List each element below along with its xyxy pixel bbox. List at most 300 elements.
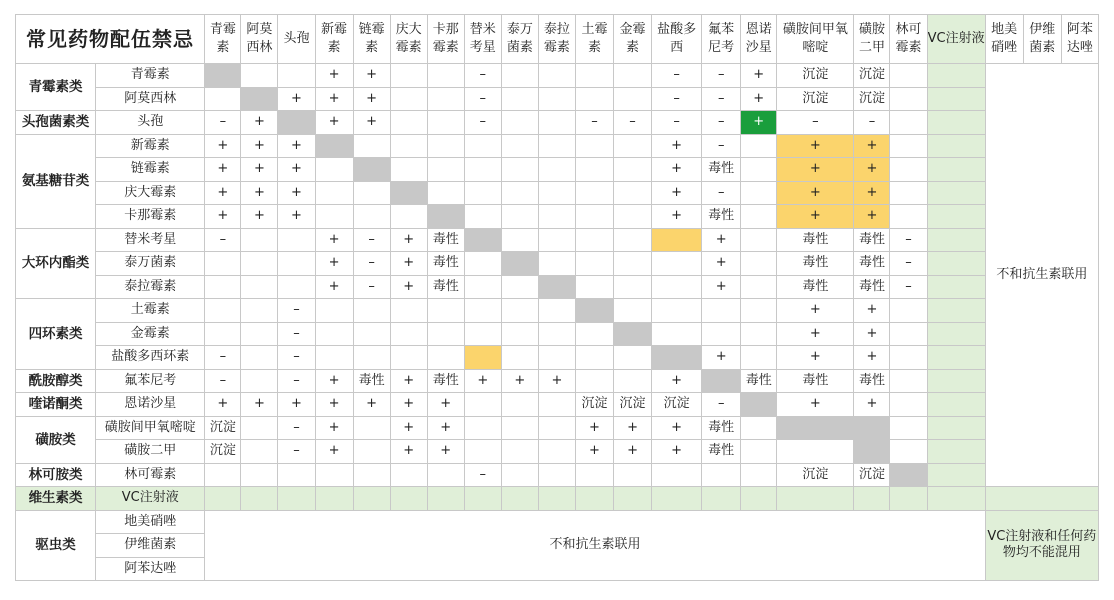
column-header: 卡那霉素 — [427, 15, 464, 64]
interaction-cell: 毒性 — [854, 275, 890, 299]
interaction-cell: + — [205, 181, 241, 205]
interaction-cell — [890, 87, 927, 111]
interaction-cell — [575, 299, 613, 323]
interaction-cell: 沉淀 — [205, 440, 241, 464]
interaction-cell — [390, 87, 427, 111]
interaction-cell — [614, 275, 652, 299]
interaction-cell — [614, 64, 652, 88]
interaction-cell: 毒性 — [427, 228, 464, 252]
interaction-cell: + — [278, 87, 315, 111]
interaction-cell: + — [575, 440, 613, 464]
interaction-cell: + — [652, 416, 702, 440]
table-row — [16, 228, 1099, 252]
interaction-cell — [464, 275, 501, 299]
interaction-cell — [538, 64, 575, 88]
interaction-cell: – — [278, 322, 315, 346]
interaction-cell: + — [777, 346, 854, 370]
interaction-cell: + — [315, 111, 353, 135]
interaction-cell: + — [854, 158, 890, 182]
column-header: 地美硝唑 — [985, 15, 1023, 64]
interaction-cell — [278, 252, 315, 276]
interaction-cell — [538, 111, 575, 135]
table-row — [16, 463, 1099, 487]
table-row — [16, 134, 1099, 158]
vc-column-cell — [927, 228, 985, 252]
interaction-cell: – — [652, 64, 702, 88]
interaction-cell — [614, 299, 652, 323]
interaction-cell: – — [464, 64, 501, 88]
table-row — [16, 64, 1099, 88]
compatibility-table-frame — [15, 14, 1099, 584]
vc-column-cell — [927, 87, 985, 111]
interaction-cell: – — [702, 111, 741, 135]
interaction-cell: + — [315, 228, 353, 252]
interaction-cell: + — [353, 64, 390, 88]
interaction-cell — [890, 64, 927, 88]
antiparasitic-note-bottom: 不和抗生素联用 — [205, 510, 985, 581]
interaction-cell — [890, 158, 927, 182]
interaction-cell — [538, 181, 575, 205]
interaction-cell — [890, 393, 927, 417]
interaction-cell: – — [652, 87, 702, 111]
interaction-cell — [890, 134, 927, 158]
interaction-cell — [205, 252, 241, 276]
table-row — [16, 275, 1099, 299]
interaction-cell — [652, 299, 702, 323]
interaction-cell — [353, 181, 390, 205]
interaction-cell — [353, 416, 390, 440]
interaction-cell: 沉淀 — [854, 87, 890, 111]
category-label: 磺胺类 — [16, 416, 96, 463]
interaction-cell — [741, 322, 777, 346]
drug-name: 金霉素 — [96, 322, 205, 346]
interaction-cell: + — [777, 134, 854, 158]
interaction-cell: 毒性 — [777, 369, 854, 393]
interaction-cell: + — [652, 205, 702, 229]
interaction-cell — [427, 346, 464, 370]
interaction-cell: + — [315, 416, 353, 440]
interaction-cell — [464, 181, 501, 205]
interaction-cell — [614, 181, 652, 205]
interaction-cell — [890, 205, 927, 229]
interaction-cell — [538, 87, 575, 111]
interaction-cell: + — [315, 275, 353, 299]
interaction-cell — [614, 87, 652, 111]
interaction-cell — [241, 440, 278, 464]
interaction-cell — [427, 111, 464, 135]
interaction-cell — [501, 299, 538, 323]
interaction-cell — [353, 299, 390, 323]
interaction-cell: – — [205, 369, 241, 393]
interaction-cell — [205, 87, 241, 111]
interaction-cell — [501, 275, 538, 299]
interaction-cell: – — [464, 463, 501, 487]
interaction-cell — [464, 393, 501, 417]
interaction-cell: + — [854, 134, 890, 158]
interaction-cell: – — [205, 111, 241, 135]
interaction-cell: 毒性 — [777, 228, 854, 252]
vc-column-cell — [927, 463, 985, 487]
vc-column-cell — [927, 252, 985, 276]
interaction-cell — [241, 87, 278, 111]
column-header: 链霉素 — [353, 15, 390, 64]
interaction-cell: 毒性 — [702, 440, 741, 464]
interaction-cell: 毒性 — [427, 252, 464, 276]
interaction-cell — [538, 487, 575, 511]
interaction-cell — [353, 487, 390, 511]
interaction-cell — [614, 134, 652, 158]
interaction-cell — [353, 134, 390, 158]
interaction-cell: – — [702, 64, 741, 88]
interaction-cell — [390, 346, 427, 370]
interaction-cell — [741, 463, 777, 487]
drug-name: 地美硝唑 — [96, 510, 205, 534]
column-header: 盐酸多西 — [652, 15, 702, 64]
interaction-cell — [241, 299, 278, 323]
vc-column-cell — [927, 393, 985, 417]
interaction-cell: + — [353, 111, 390, 135]
interaction-cell — [427, 463, 464, 487]
interaction-cell — [427, 64, 464, 88]
interaction-cell: 沉淀 — [652, 393, 702, 417]
interaction-cell — [890, 487, 927, 511]
interaction-cell — [501, 393, 538, 417]
interaction-cell: + — [278, 158, 315, 182]
interaction-cell — [890, 322, 927, 346]
vc-note: VC注射液和任何药物均不能混用 — [985, 510, 1098, 581]
interaction-cell — [538, 158, 575, 182]
interaction-cell: – — [278, 440, 315, 464]
interaction-cell: + — [464, 369, 501, 393]
interaction-cell — [538, 275, 575, 299]
interaction-cell — [390, 111, 427, 135]
interaction-cell — [241, 369, 278, 393]
column-header: 阿莫西林 — [241, 15, 278, 64]
interaction-cell: 沉淀 — [575, 393, 613, 417]
interaction-cell: + — [777, 181, 854, 205]
interaction-cell: + — [278, 134, 315, 158]
interaction-cell — [652, 322, 702, 346]
interaction-cell — [575, 64, 613, 88]
category-label: 酰胺醇类 — [16, 369, 96, 393]
column-header: 头孢 — [278, 15, 315, 64]
interaction-cell: + — [501, 369, 538, 393]
interaction-cell — [353, 205, 390, 229]
interaction-cell — [741, 440, 777, 464]
interaction-cell — [702, 463, 741, 487]
column-header: 磺胺间甲氧嘧啶 — [777, 15, 854, 64]
interaction-cell — [741, 252, 777, 276]
interaction-cell — [464, 322, 501, 346]
column-header: 磺胺二甲 — [854, 15, 890, 64]
interaction-cell: – — [278, 369, 315, 393]
interaction-cell: + — [777, 299, 854, 323]
interaction-cell — [427, 158, 464, 182]
interaction-cell — [702, 299, 741, 323]
interaction-cell: 毒性 — [777, 252, 854, 276]
interaction-cell: + — [702, 252, 741, 276]
interaction-cell — [501, 181, 538, 205]
interaction-cell — [427, 87, 464, 111]
interaction-cell — [353, 346, 390, 370]
column-header: 泰万菌素 — [501, 15, 538, 64]
interaction-cell — [241, 275, 278, 299]
column-header: 伊维菌素 — [1023, 15, 1061, 64]
category-label: 大环内酯类 — [16, 228, 96, 299]
interaction-cell: 沉淀 — [205, 416, 241, 440]
interaction-cell: + — [315, 369, 353, 393]
interaction-cell — [890, 416, 927, 440]
interaction-cell: – — [205, 346, 241, 370]
interaction-cell — [501, 463, 538, 487]
interaction-cell: + — [777, 322, 854, 346]
interaction-cell — [241, 322, 278, 346]
interaction-cell — [538, 228, 575, 252]
interaction-cell: + — [390, 416, 427, 440]
interaction-cell — [315, 134, 353, 158]
interaction-cell: + — [315, 64, 353, 88]
interaction-cell — [390, 158, 427, 182]
interaction-cell — [538, 463, 575, 487]
interaction-cell: + — [427, 416, 464, 440]
interaction-cell: + — [741, 64, 777, 88]
interaction-cell — [501, 252, 538, 276]
vc-column-cell — [927, 322, 985, 346]
column-header: 林可霉素 — [890, 15, 927, 64]
table-row — [16, 393, 1099, 417]
interaction-cell: + — [278, 181, 315, 205]
category-label: 喹诺酮类 — [16, 393, 96, 417]
interaction-cell — [741, 134, 777, 158]
interaction-cell: + — [205, 158, 241, 182]
table-row — [16, 369, 1099, 393]
interaction-cell: + — [205, 205, 241, 229]
interaction-cell — [741, 393, 777, 417]
interaction-cell — [538, 322, 575, 346]
interaction-cell: + — [205, 393, 241, 417]
interaction-cell — [575, 87, 613, 111]
interaction-cell — [501, 440, 538, 464]
interaction-cell: + — [205, 134, 241, 158]
interaction-cell — [427, 181, 464, 205]
table-row — [16, 487, 1099, 511]
interaction-cell — [464, 134, 501, 158]
vc-column-cell — [927, 275, 985, 299]
vc-column-cell — [927, 111, 985, 135]
interaction-cell — [575, 228, 613, 252]
interaction-cell — [652, 275, 702, 299]
drug-name: 磺胺间甲氧嘧啶 — [96, 416, 205, 440]
vc-column-cell — [927, 64, 985, 88]
interaction-cell — [538, 299, 575, 323]
interaction-cell: 毒性 — [427, 369, 464, 393]
interaction-cell — [241, 346, 278, 370]
interaction-cell: + — [854, 346, 890, 370]
interaction-cell — [501, 158, 538, 182]
drug-name: 林可霉素 — [96, 463, 205, 487]
interaction-cell: + — [315, 252, 353, 276]
vc-column-cell — [927, 158, 985, 182]
interaction-cell — [614, 463, 652, 487]
interaction-cell — [390, 322, 427, 346]
interaction-cell: + — [241, 134, 278, 158]
column-header: VC注射液 — [927, 15, 985, 64]
interaction-cell — [741, 205, 777, 229]
interaction-cell — [538, 416, 575, 440]
interaction-cell — [353, 322, 390, 346]
column-header: 泰拉霉素 — [538, 15, 575, 64]
interaction-cell — [575, 134, 613, 158]
interaction-cell — [890, 111, 927, 135]
column-header: 替米考星 — [464, 15, 501, 64]
interaction-cell — [890, 346, 927, 370]
drug-name: 替米考星 — [96, 228, 205, 252]
interaction-cell: – — [205, 228, 241, 252]
drug-name: 青霉素 — [96, 64, 205, 88]
interaction-cell — [614, 205, 652, 229]
interaction-cell: 沉淀 — [777, 87, 854, 111]
interaction-cell — [777, 440, 854, 464]
interaction-cell — [353, 440, 390, 464]
interaction-cell: – — [854, 111, 890, 135]
interaction-cell: 沉淀 — [777, 64, 854, 88]
interaction-cell — [278, 228, 315, 252]
interaction-cell — [741, 275, 777, 299]
interaction-cell — [464, 252, 501, 276]
interaction-cell: + — [702, 228, 741, 252]
interaction-cell — [390, 487, 427, 511]
interaction-cell — [315, 158, 353, 182]
interaction-cell — [741, 181, 777, 205]
interaction-cell — [538, 205, 575, 229]
category-label: 青霉素类 — [16, 64, 96, 111]
interaction-cell: – — [702, 181, 741, 205]
interaction-cell — [538, 440, 575, 464]
interaction-cell — [427, 205, 464, 229]
category-label: 林可胺类 — [16, 463, 96, 487]
interaction-cell — [390, 299, 427, 323]
interaction-cell: – — [353, 228, 390, 252]
table-row — [16, 346, 1099, 370]
interaction-cell: 毒性 — [702, 205, 741, 229]
interaction-cell: – — [278, 346, 315, 370]
drug-name: 头孢 — [96, 111, 205, 135]
interaction-cell: + — [854, 205, 890, 229]
drug-name: 泰万菌素 — [96, 252, 205, 276]
interaction-cell: + — [278, 205, 315, 229]
interaction-cell: – — [702, 134, 741, 158]
interaction-cell — [241, 228, 278, 252]
interaction-cell — [741, 487, 777, 511]
interaction-cell: 毒性 — [702, 158, 741, 182]
table-row — [16, 205, 1099, 229]
interaction-cell — [464, 228, 501, 252]
interaction-cell: – — [702, 393, 741, 417]
interaction-cell: + — [614, 440, 652, 464]
interaction-cell: + — [614, 416, 652, 440]
interaction-cell — [652, 487, 702, 511]
interaction-cell: 毒性 — [777, 275, 854, 299]
interaction-cell: + — [702, 275, 741, 299]
interaction-cell — [575, 275, 613, 299]
interaction-cell — [501, 487, 538, 511]
interaction-cell — [501, 416, 538, 440]
drug-name: 泰拉霉素 — [96, 275, 205, 299]
column-header: 土霉素 — [575, 15, 613, 64]
interaction-cell: + — [353, 393, 390, 417]
column-header: 金霉素 — [614, 15, 652, 64]
interaction-cell — [241, 252, 278, 276]
drug-name: 盐酸多西环素 — [96, 346, 205, 370]
vc-column-cell — [927, 369, 985, 393]
interaction-cell — [890, 463, 927, 487]
interaction-cell: – — [278, 416, 315, 440]
interaction-cell — [575, 158, 613, 182]
interaction-cell — [315, 463, 353, 487]
category-label: 维生素类 — [16, 487, 96, 511]
interaction-cell: + — [390, 252, 427, 276]
interaction-cell — [614, 158, 652, 182]
interaction-cell: + — [278, 393, 315, 417]
antiparasitic-note-right: 不和抗生素联用 — [985, 64, 1098, 487]
interaction-cell — [427, 322, 464, 346]
interaction-cell — [278, 487, 315, 511]
table-row — [16, 299, 1099, 323]
table-row — [16, 158, 1099, 182]
interaction-cell — [614, 487, 652, 511]
interaction-cell — [241, 463, 278, 487]
interaction-cell: 毒性 — [353, 369, 390, 393]
interaction-cell: 毒性 — [741, 369, 777, 393]
interaction-cell — [538, 252, 575, 276]
interaction-cell — [501, 134, 538, 158]
interaction-cell — [575, 205, 613, 229]
interaction-cell — [390, 64, 427, 88]
interaction-cell — [241, 416, 278, 440]
interaction-cell — [890, 181, 927, 205]
vc-column-cell — [927, 181, 985, 205]
interaction-cell: – — [278, 299, 315, 323]
interaction-cell: + — [652, 181, 702, 205]
category-label: 氨基糖苷类 — [16, 134, 96, 228]
interaction-cell: – — [890, 252, 927, 276]
interaction-cell — [538, 134, 575, 158]
interaction-cell: + — [777, 393, 854, 417]
column-header: 青霉素 — [205, 15, 241, 64]
table-row — [16, 252, 1099, 276]
table-row — [16, 416, 1099, 440]
interaction-cell: + — [315, 440, 353, 464]
interaction-cell: + — [652, 158, 702, 182]
interaction-cell — [464, 440, 501, 464]
interaction-cell: – — [353, 252, 390, 276]
interaction-cell: + — [777, 205, 854, 229]
interaction-cell — [652, 252, 702, 276]
interaction-cell: + — [390, 393, 427, 417]
interaction-cell — [278, 111, 315, 135]
drug-name: 土霉素 — [96, 299, 205, 323]
interaction-cell — [741, 228, 777, 252]
vc-column-cell — [927, 134, 985, 158]
drug-name: 链霉素 — [96, 158, 205, 182]
table-row — [16, 440, 1099, 464]
interaction-cell — [501, 111, 538, 135]
interaction-cell — [464, 158, 501, 182]
interaction-cell — [278, 64, 315, 88]
interaction-cell — [390, 205, 427, 229]
drug-name: 恩诺沙星 — [96, 393, 205, 417]
interaction-cell: 毒性 — [702, 416, 741, 440]
